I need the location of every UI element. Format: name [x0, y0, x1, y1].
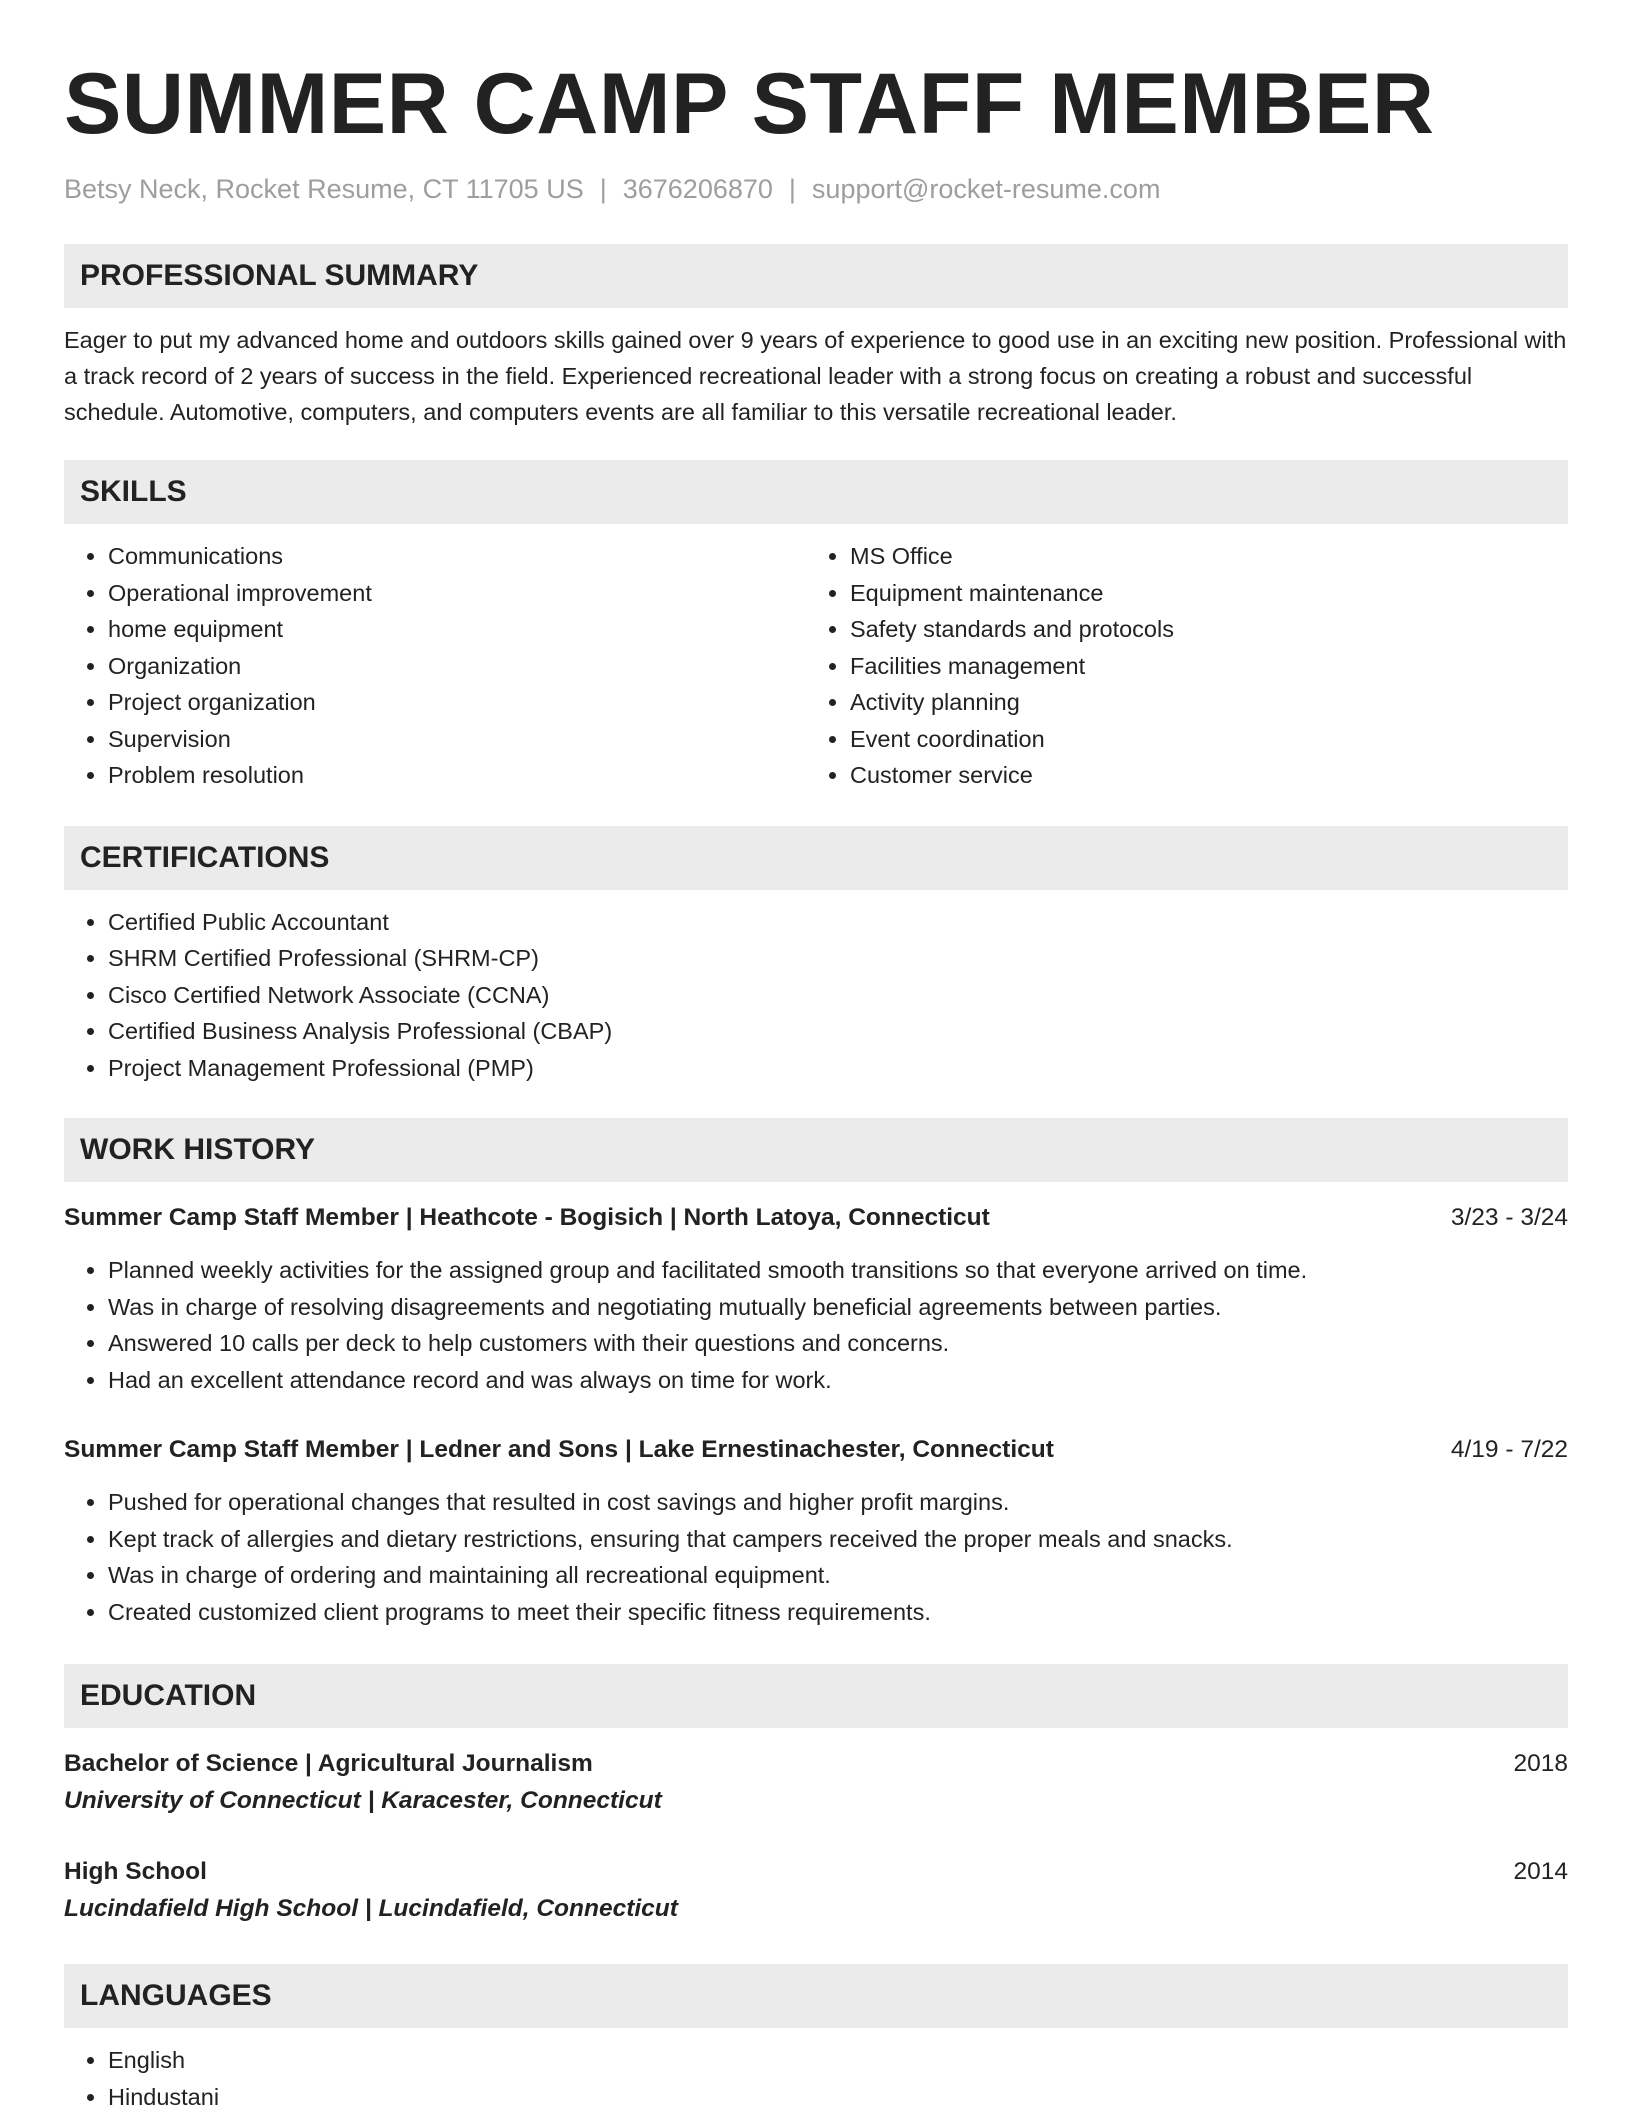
skill-item: • Event coordination [850, 721, 1548, 758]
skills-column-left [64, 538, 806, 794]
job-bullet: • Had an excellent attendance record and was always on time for work. [108, 1362, 1568, 1399]
skills-list [64, 538, 1568, 794]
job-dates: 3/23 - 3/24 [1451, 1200, 1568, 1236]
job-bullet: • Was in charge of resolving disagreements and negotiating mutually beneficial agreements between parties. [108, 1289, 1568, 1326]
section-header-languages: LANGUAGES [64, 1964, 1568, 2028]
contact-address: Betsy Neck, Rocket Resume, CT 11705 US [64, 174, 584, 204]
certification-item: • Cisco Certified Network Associate (CCNA) [108, 977, 1568, 1014]
job-title: Summer Camp Staff Member | Ledner and Sons | Lake Ernestinachester, Connecticut [64, 1432, 1054, 1468]
section-header-certifications: CERTIFICATIONS [64, 826, 1568, 890]
education-school: Lucindafield High School | Lucindafield, Connecticut [64, 1890, 1568, 1928]
certification-item: • Certified Business Analysis Professional (CBAP) [108, 1013, 1568, 1050]
job-entry [64, 1432, 1568, 1630]
skills-column-right [806, 538, 1548, 794]
contact-line [64, 172, 1568, 206]
education-degree: Bachelor of Science | Agricultural Journalism [64, 1746, 593, 1782]
skill-item: • Customer service [850, 757, 1548, 794]
skill-item: • Supervision [108, 721, 806, 758]
job-bullet: • Pushed for operational changes that resulted in cost savings and higher profit margins. [108, 1484, 1568, 1521]
job-header [64, 1200, 1568, 1236]
education-degree: High School [64, 1854, 207, 1890]
certification-item: • Project Management Professional (PMP) [108, 1050, 1568, 1087]
education-entry [64, 1854, 1568, 1928]
contact-separator: | [773, 172, 812, 206]
education-header [64, 1854, 1568, 1890]
skill-item: • Activity planning [850, 684, 1548, 721]
job-bullets [64, 1484, 1568, 1630]
job-bullet: • Kept track of allergies and dietary restrictions, ensuring that campers received the proper meals and snacks. [108, 1521, 1568, 1558]
skill-item: • Project organization [108, 684, 806, 721]
job-header [64, 1432, 1568, 1468]
section-header-summary: PROFESSIONAL SUMMARY [64, 244, 1568, 308]
certifications-list [64, 904, 1568, 1087]
skill-item: • Operational improvement [108, 575, 806, 612]
education-year: 2018 [1513, 1746, 1568, 1782]
resume-title: SUMMER CAMP STAFF MEMBER [64, 0, 1568, 150]
skill-item: • Organization [108, 648, 806, 685]
certification-item: • SHRM Certified Professional (SHRM-CP) [108, 940, 1568, 977]
job-bullet: • Planned weekly activities for the assigned group and facilitated smooth transitions so that everyone arrived on time. [108, 1252, 1568, 1289]
job-bullet: • Answered 10 calls per deck to help customers with their questions and concerns. [108, 1325, 1568, 1362]
skill-item: • Problem resolution [108, 757, 806, 794]
language-item: • English [108, 2042, 1568, 2079]
skill-item: • home equipment [108, 611, 806, 648]
education-entry [64, 1746, 1568, 1820]
contact-separator: | [584, 172, 623, 206]
contact-email: support@rocket-resume.com [812, 174, 1161, 204]
education-year: 2014 [1513, 1854, 1568, 1890]
skill-item: • MS Office [850, 538, 1548, 575]
skill-item: • Communications [108, 538, 806, 575]
section-header-work-history: WORK HISTORY [64, 1118, 1568, 1182]
contact-phone: 3676206870 [623, 174, 773, 204]
job-bullet: • Was in charge of ordering and maintaining all recreational equipment. [108, 1557, 1568, 1594]
job-dates: 4/19 - 7/22 [1451, 1432, 1568, 1468]
skill-item: • Facilities management [850, 648, 1548, 685]
job-bullets [64, 1252, 1568, 1398]
skill-item: • Safety standards and protocols [850, 611, 1548, 648]
job-bullet: • Created customized client programs to meet their specific fitness requirements. [108, 1594, 1568, 1631]
education-school: University of Connecticut | Karacester, Connecticut [64, 1782, 1568, 1820]
languages-list [64, 2042, 1568, 2115]
section-header-skills: SKILLS [64, 460, 1568, 524]
job-entry [64, 1200, 1568, 1398]
job-title: Summer Camp Staff Member | Heathcote - Bogisich | North Latoya, Connecticut [64, 1200, 990, 1236]
resume-page [64, 0, 1568, 2115]
education-header [64, 1746, 1568, 1782]
skill-item: • Equipment maintenance [850, 575, 1548, 612]
section-header-education: EDUCATION [64, 1664, 1568, 1728]
summary-text: Eager to put my advanced home and outdoors skills gained over 9 years of experience to good use in an exciting new position. Professional with a track record of 2 years of success in the field. Experienced recreational leader with a strong focus on creating a robust and successful schedule. Automotive, computers, and computers events are all familiar to this versatile recreational leader. [64, 322, 1568, 430]
language-item: • Hindustani [108, 2079, 1568, 2115]
certification-item: • Certified Public Accountant [108, 904, 1568, 941]
